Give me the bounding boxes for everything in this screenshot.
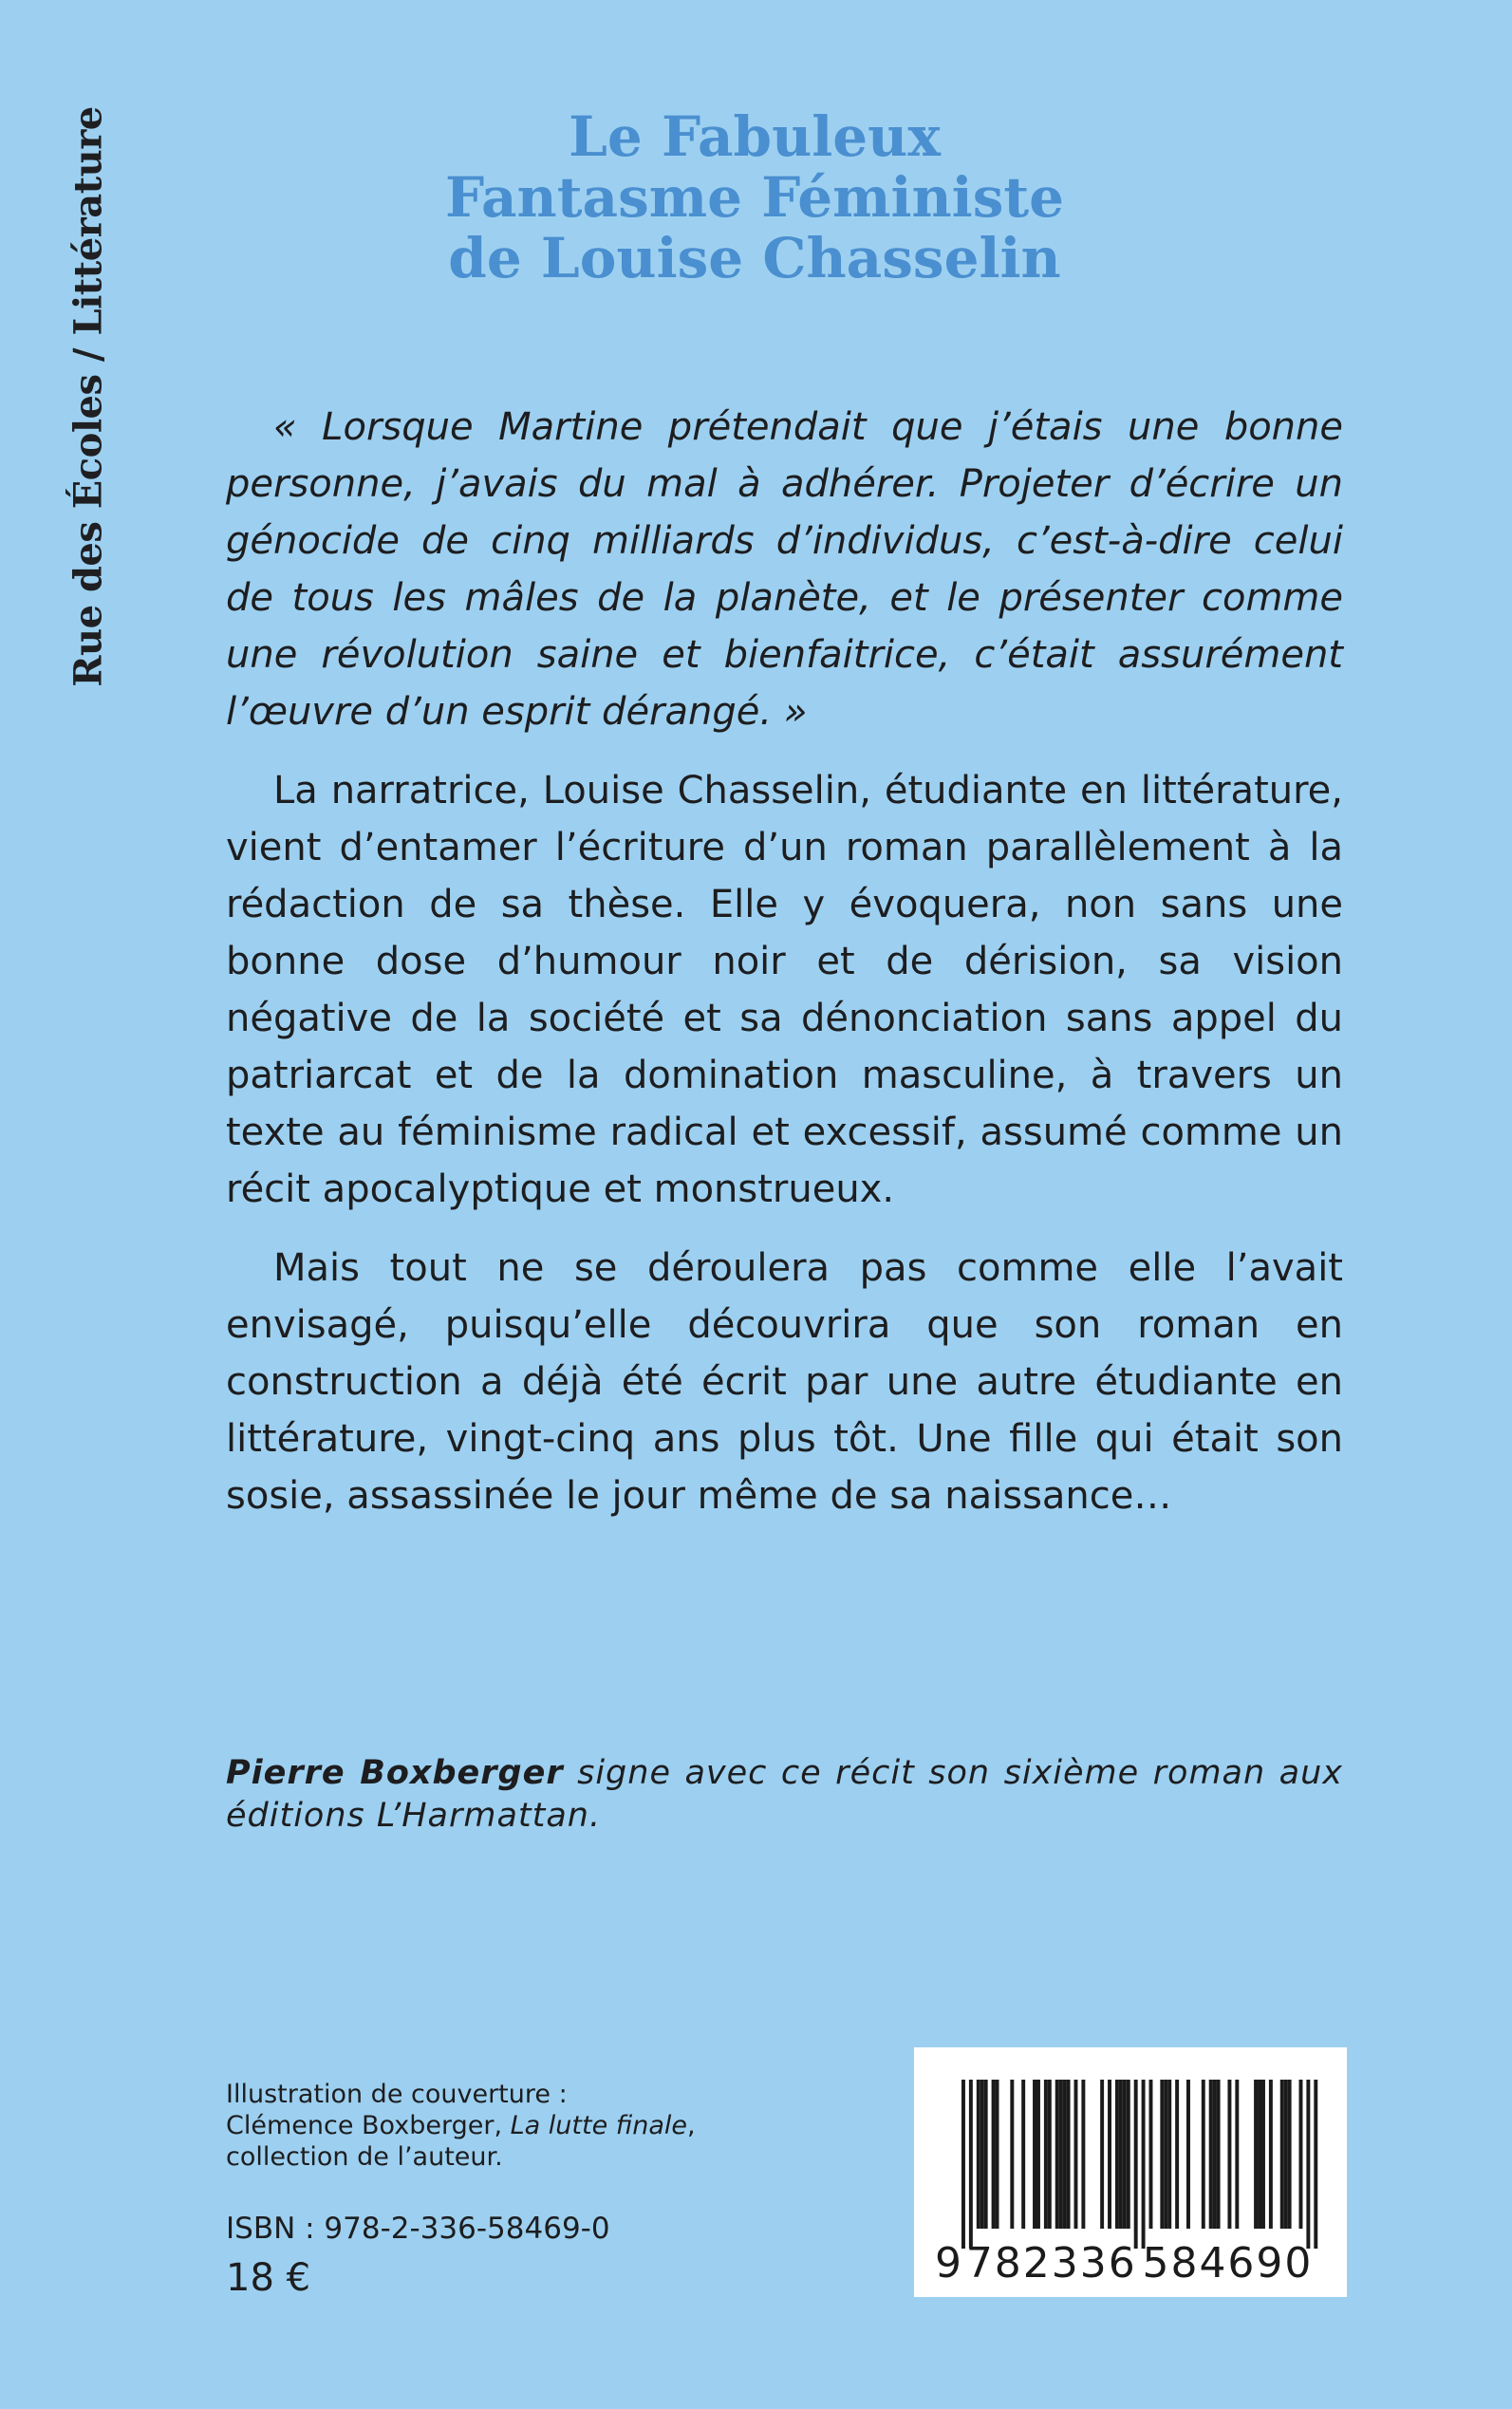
cover-credits: [226, 2079, 696, 2173]
book-title: [361, 106, 1148, 289]
blurb-paragraph-1: La narratrice, Louise Chasselin, étudiante en littérature, vient d’entamer l’écriture d’un roman parallèlement à la rédaction de sa thèse. Elle y évoquera, non sans une bonne dose d’humour noir et de dérision, sa vision négative de la société et sa dénonciation sans appel du patriarcat et de la domination masculine, à travers un texte au féminisme radical et excessif, assumé comme un récit apocalyptique et monstrueux.: [226, 769, 1343, 1211]
back-cover-blurb: [226, 399, 1343, 1546]
credits-line-3: collection de l’auteur.: [226, 2142, 503, 2172]
author-bio-text: signe avec ce récit son sixième roman aux éditions L’Harmattan.: [226, 1754, 1344, 1835]
credits-punctuation: ,: [687, 2111, 696, 2140]
title-line-2: Fantasme Féministe: [444, 165, 1065, 230]
title-line-1: Le Fabuleux: [569, 104, 941, 169]
svg-text:9: 9: [935, 2239, 963, 2288]
credits-line-2: [226, 2110, 696, 2141]
price-label: 18 €: [226, 2256, 311, 2300]
svg-text:584690: 584690: [1142, 2239, 1314, 2288]
author-bio: [226, 1752, 1343, 1838]
spine-collection-label: Rue des Écoles / Littérature: [65, 106, 111, 687]
title-line-3: de Louise Chasselin: [448, 226, 1061, 290]
blurb-paragraph-2: Mais tout ne se déroulera pas comme elle l’avait envisagé, puisqu’elle découvrira que son roman en construction a déjà été écrit par une autre étudiante en littérature, vingt-cinq ans plus tôt. Une fille qui était son sosie, assassinée le jour même de sa naissance…: [226, 1246, 1343, 1518]
author-name: Pierre Boxberger: [226, 1754, 564, 1792]
credits-line-1: Illustration de couverture :: [226, 2080, 568, 2109]
artwork-title: La lutte finale: [510, 2111, 687, 2140]
blurb-quote: « Lorsque Martine prétendait que j’étais une bonne personne, j’avais du mal à adhérer. Projeter d’écrire un génocide de cinq milliards d’individus, c’est-à-dire celui de tous les mâles de la planète, et le présenter comme une révolution saine et bienfaitrice, c’était assurément l’œuvre d’un esprit dérangé. »: [226, 405, 1343, 734]
barcode-icon: [914, 2047, 1347, 2297]
isbn-label: ISBN : 978-2-336-58469-0: [226, 2212, 610, 2246]
svg-text:782336: 782336: [965, 2239, 1137, 2288]
barcode-panel: [914, 2047, 1347, 2297]
illustrator-name: Clémence Boxberger,: [226, 2111, 511, 2140]
